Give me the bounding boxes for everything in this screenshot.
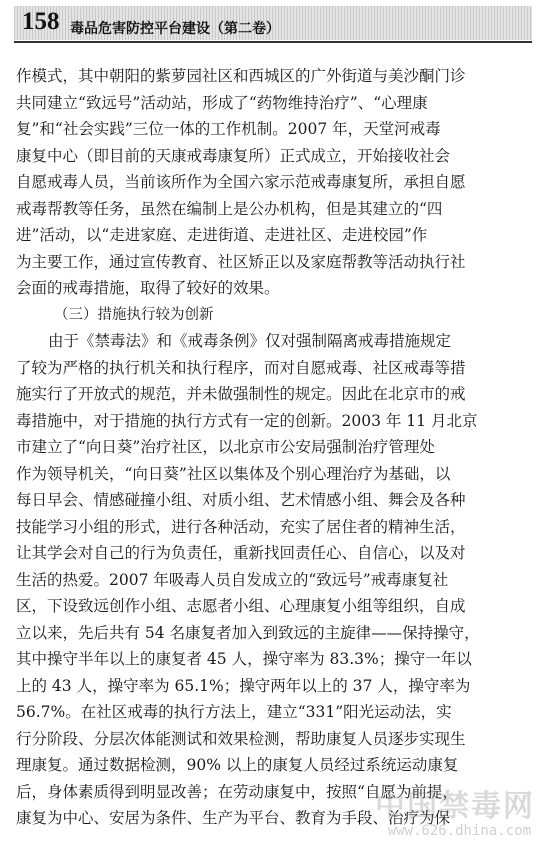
text-line: 让其学会对自己的行为负责任，重新找回责任心、自信心，以及对 bbox=[16, 544, 466, 562]
page-header bbox=[0, 0, 539, 44]
text-line: 作模式，其中朝阳的紫萝园社区和西城区的广外街道与美沙酮门诊 bbox=[16, 67, 466, 85]
text-line: 后，身体素质得到明显改善；在劳动康复中，按照“自愿为前提， bbox=[16, 782, 458, 801]
text-line: 区，下设致远创作小组、志愿者小组、心理康复小组等组织，自成 bbox=[16, 597, 466, 615]
watermark: 中国禁毒网 bbox=[375, 789, 535, 824]
text-line: 毒措施中，对于措施的执行方式有一定的创新。2003 年 11 月北京 bbox=[16, 411, 478, 430]
text-line: 自愿戒毒人员，当前该所作为全国六家示范戒毒康复所，承担自愿 bbox=[16, 173, 466, 191]
text-line: 为主要工作，通过宣传教育、社区矫正以及家庭帮教等活动执行社 bbox=[16, 252, 466, 271]
text-line: 复”和“社会实践”三位一体的工作机制。2007 年，天堂河戒毒 bbox=[16, 120, 441, 138]
text-line: 生活的热爱。2007 年吸毒人员自发成立的“致远号”戒毒康复社 bbox=[16, 570, 449, 589]
text-line: 56.7%。在社区戒毒的执行方法上，建立“331”阳光运动法，实 bbox=[16, 703, 452, 721]
text-line: 市建立了“向日葵”治疗社区，以北京市公安局强制治疗管理处 bbox=[16, 438, 435, 456]
text-line: 康复中心（即目前的天康戒毒康复所）正式成立，开始接收社会 bbox=[16, 146, 451, 165]
text-line: 理康复。通过数据检测，90% 以上的康复人员经过系统运动康复 bbox=[16, 756, 459, 774]
text-line: 每日早会、情感碰撞小组、对质小组、艺术情感小组、舞会及各种 bbox=[16, 491, 466, 509]
text-line: 上的 43 人，操守率为 65.1%；操守两年以上的 37 人，操守率为 bbox=[16, 676, 471, 695]
text-line: 行分阶段、分层次体能测试和效果检测，帮助康复人员逐步实现生 bbox=[16, 729, 466, 748]
text-line: 康复为中心、安居为条件、生产为平台、教育为手段、治疗为保 bbox=[16, 809, 451, 827]
body-text bbox=[16, 63, 536, 832]
text-line: 会面的戒毒措施，取得了较好的效果。 bbox=[16, 279, 280, 297]
text-line: 技能学习小组的形式，进行各种活动，充实了居住者的精神生活， bbox=[16, 517, 466, 536]
text-line: 施实行了开放式的规范，并未做强制性的规定。因此在北京市的戒 bbox=[16, 385, 466, 403]
text-line: 戒毒帮教等任务，虽然在编制上是公办机构，但是其建立的“四 bbox=[16, 199, 443, 218]
header-rule bbox=[14, 41, 532, 43]
book-title: 毒品危害防控平台建设（第二卷） bbox=[70, 21, 280, 37]
text-line: 了较为严格的执行机关和执行程序，而对自愿戒毒、社区戒毒等措 bbox=[16, 358, 466, 377]
text-line: 立以来，先后共有 54 名康复者加入到致远的主旋律——保持操守， bbox=[16, 623, 480, 642]
text-line: 共同建立“致远号”活动站，形成了“药物维持治疗”、“心理康 bbox=[16, 93, 428, 112]
section-heading: （三）措施执行较为创新 bbox=[54, 306, 214, 323]
text-line: 其中操守半年以上的康复者 45 人，操守率为 83.3%；操守一年以 bbox=[16, 650, 472, 668]
text-line: 由于《禁毒法》和《戒毒条例》仅对强制隔离戒毒措施规定 bbox=[48, 332, 452, 350]
text-line: 进”活动，以“走进家庭、走进街道、走进社区、走进校园”作 bbox=[16, 226, 428, 244]
text-line: 作为领导机关，“向日葵”社区以集体及个别心理治疗为基础，以 bbox=[16, 464, 451, 483]
page-number: 158 bbox=[22, 8, 60, 35]
watermark-url: www.626.dhina.com bbox=[387, 823, 531, 839]
